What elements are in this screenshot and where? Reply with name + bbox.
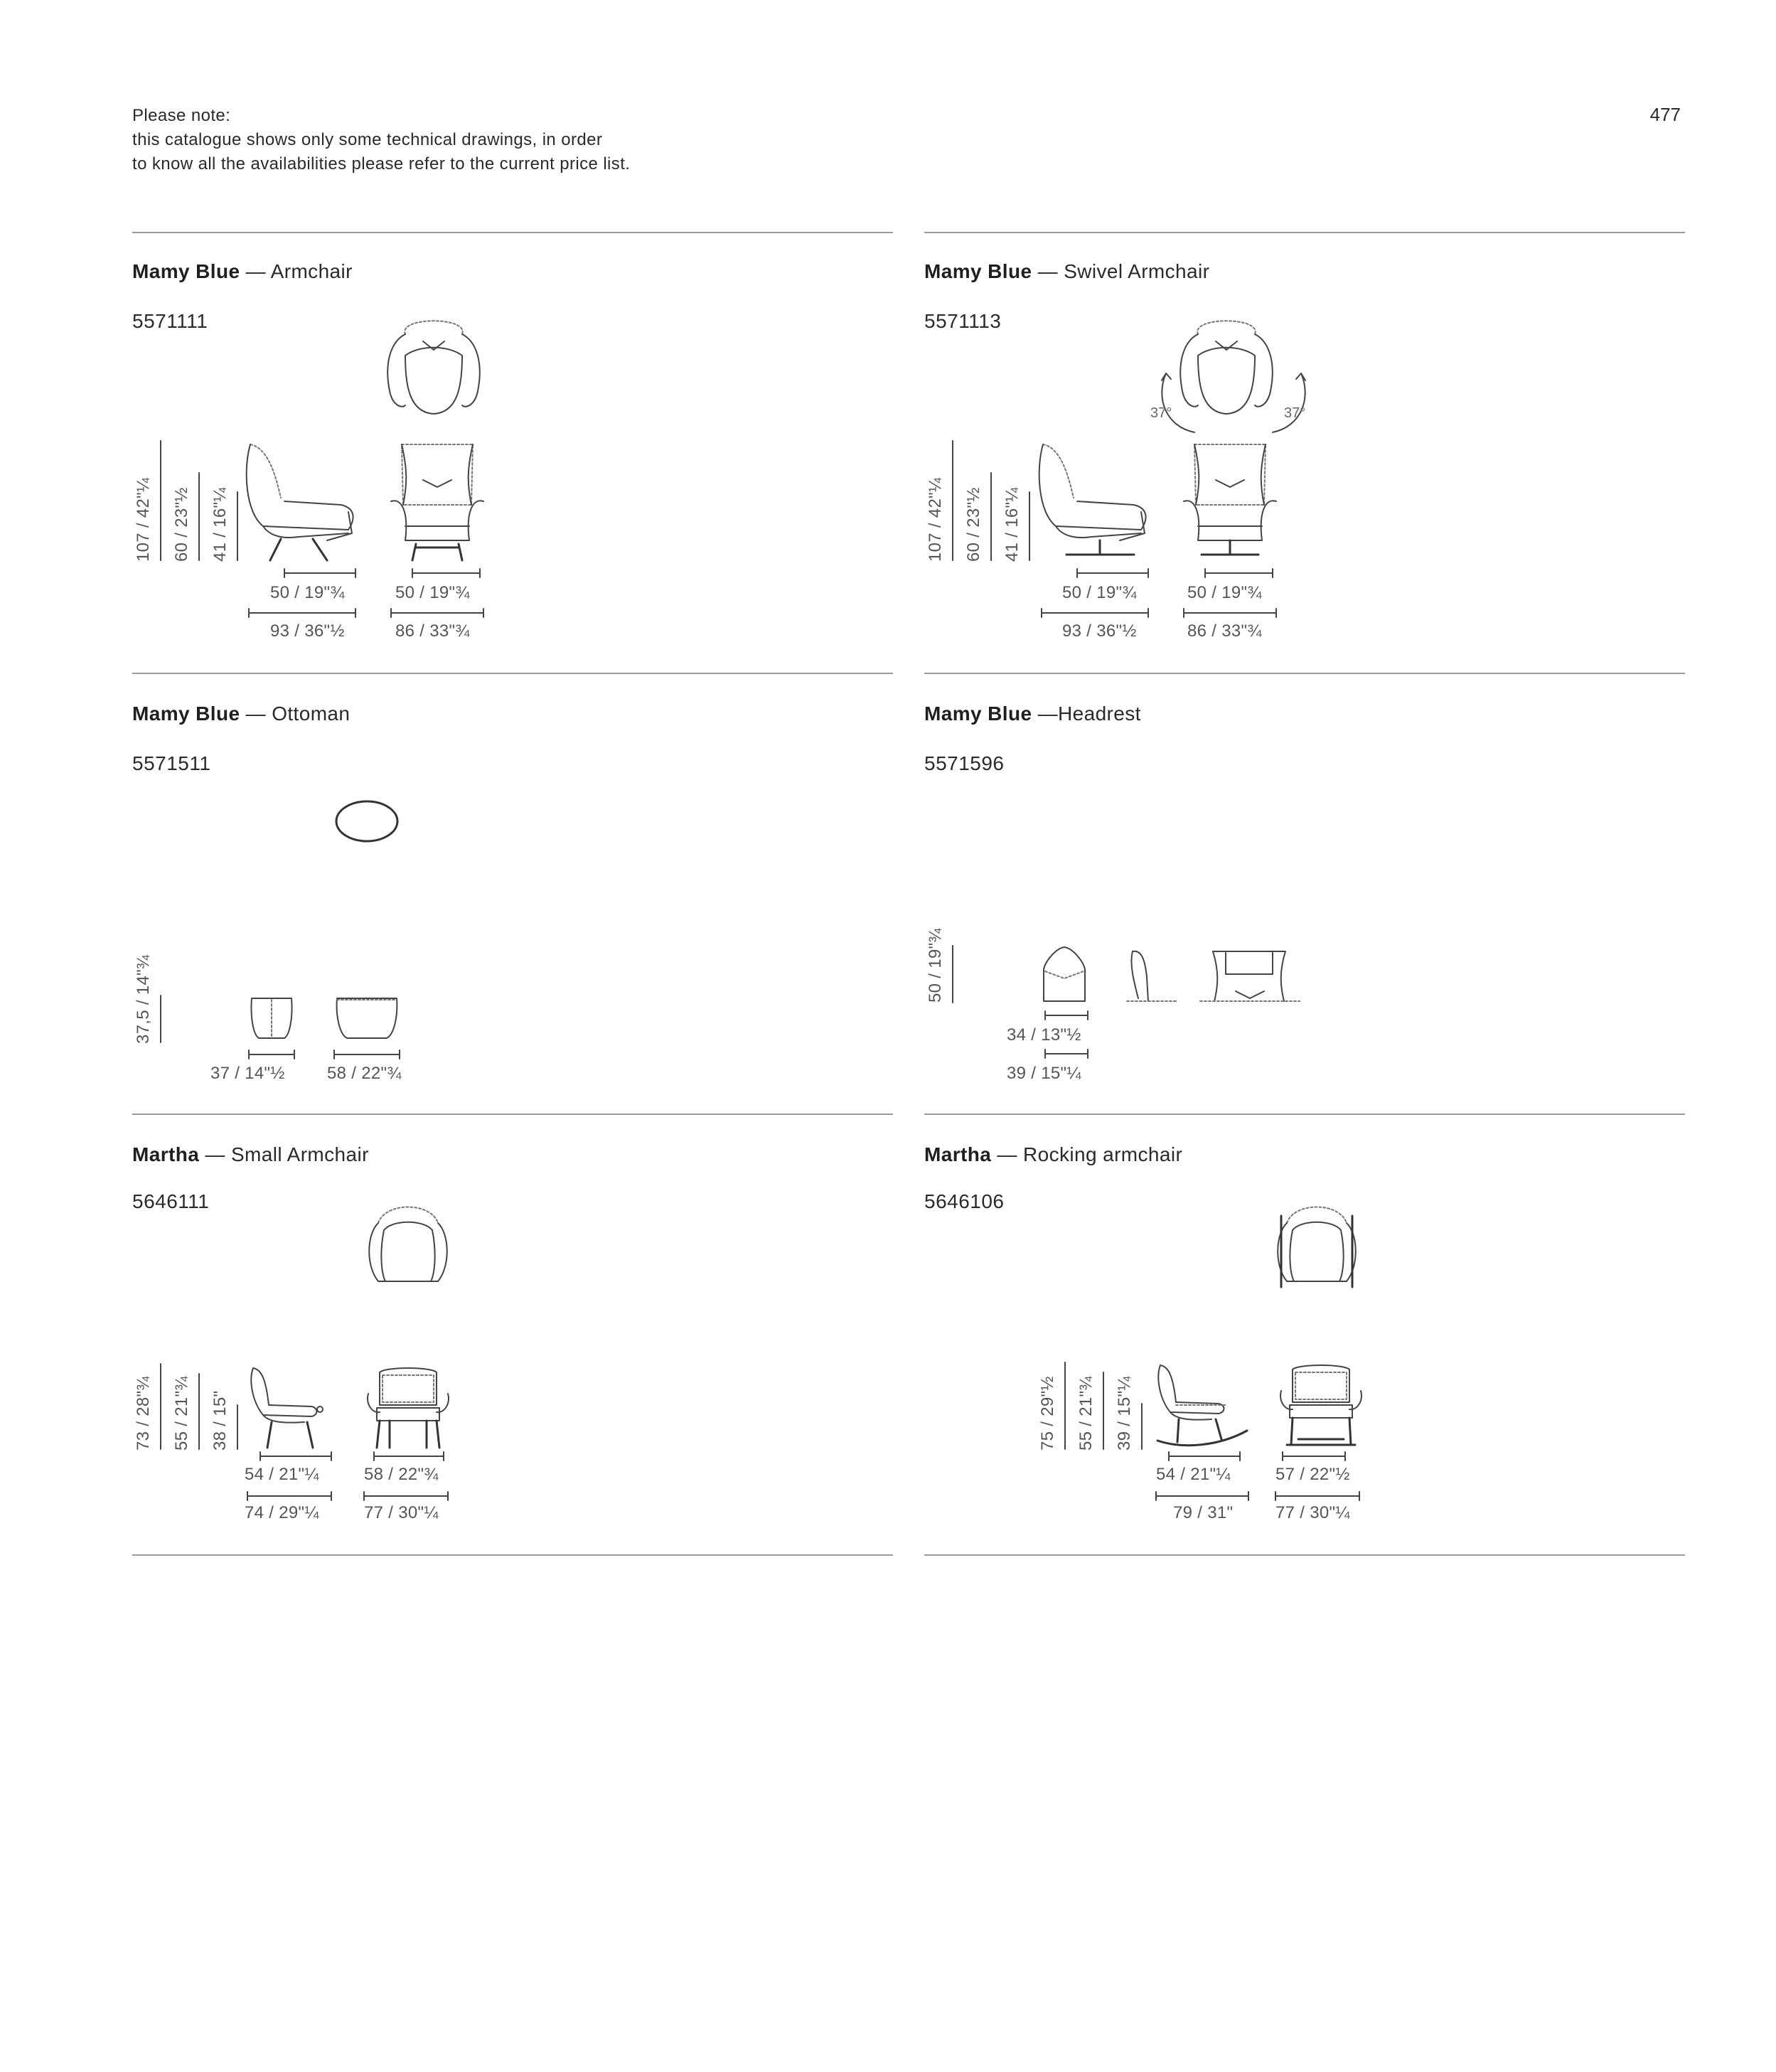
product-name: Martha xyxy=(132,1143,200,1165)
dim-seat-depth: 54 / 21"¼ xyxy=(1156,1465,1231,1484)
dim-headrest-total-width: 39 / 15"¼ xyxy=(1007,1064,1081,1083)
catalogue-note xyxy=(132,104,630,176)
armchair-side-view-drawing xyxy=(242,441,363,562)
swivel-angle-left: 37° xyxy=(1150,405,1172,421)
product-title xyxy=(132,1143,369,1166)
dim-total-width: 86 / 33"¾ xyxy=(395,621,470,641)
product-type: —Headrest xyxy=(1037,703,1141,725)
divider xyxy=(132,1114,893,1115)
product-name: Mamy Blue xyxy=(132,703,240,725)
height-dimension-lines xyxy=(156,995,165,1044)
dim-total-depth: 74 / 29"¼ xyxy=(245,1503,319,1522)
dim-seat-width: 58 / 22"¾ xyxy=(364,1465,439,1484)
product-code: 5571111 xyxy=(132,310,208,332)
martha-top-view-drawing xyxy=(364,1202,452,1287)
dim-arm-height: 60 / 23"½ xyxy=(172,487,191,562)
ottoman-top-view-drawing xyxy=(334,799,400,843)
dim-arm-height: 60 / 23"½ xyxy=(964,487,983,562)
width-dimension-lines xyxy=(247,1050,404,1059)
divider xyxy=(132,673,893,674)
dim-headrest-height: 50 / 19"¾ xyxy=(926,928,945,1003)
dim-headrest-width: 34 / 13"½ xyxy=(1007,1025,1081,1045)
dim-seat-depth: 50 / 19"¾ xyxy=(270,583,345,602)
dim-ottoman-width: 58 / 22"¾ xyxy=(327,1064,402,1083)
dim-seat-width: 50 / 19"¾ xyxy=(1187,583,1262,602)
ottoman-front-view-drawing xyxy=(334,995,400,1042)
ottoman-side-view-drawing xyxy=(249,995,294,1042)
product-title xyxy=(924,260,1209,283)
product-code: 5571596 xyxy=(924,752,1005,774)
note-line: to know all the availabilities please refer to the current price list. xyxy=(132,154,631,173)
product-code: 5571113 xyxy=(924,310,1002,332)
product-title xyxy=(924,1143,1182,1166)
rocking-top-view-drawing xyxy=(1273,1202,1361,1290)
product-name: Mamy Blue xyxy=(924,260,1032,282)
rocking-front-view-drawing xyxy=(1277,1362,1365,1451)
dim-seat-width: 57 / 22"½ xyxy=(1275,1465,1350,1484)
dim-total-width: 86 / 33"¾ xyxy=(1187,621,1262,641)
dim-seat-depth: 50 / 19"¾ xyxy=(1062,583,1137,602)
dim-total-height: 75 / 29"½ xyxy=(1038,1376,1057,1451)
dim-total-width: 77 / 30"¼ xyxy=(364,1503,439,1522)
dim-total-depth: 93 / 36"½ xyxy=(1062,621,1137,641)
dim-seat-height: 41 / 16"¼ xyxy=(210,487,230,562)
swivel-side-view-drawing xyxy=(1034,441,1155,562)
product-type: — Small Armchair xyxy=(205,1143,369,1165)
product-code: 5646111 xyxy=(132,1190,210,1212)
dim-ottoman-depth: 37 / 14"½ xyxy=(210,1064,285,1083)
divider xyxy=(924,1554,1685,1556)
dim-total-height: 73 / 28"¾ xyxy=(134,1376,153,1451)
product-name: Mamy Blue xyxy=(132,260,240,282)
divider xyxy=(132,1554,893,1556)
dim-seat-height: 39 / 15"¼ xyxy=(1115,1376,1134,1451)
product-type: — Rocking armchair xyxy=(997,1143,1183,1165)
product-title xyxy=(132,703,350,725)
product-type: — Ottoman xyxy=(245,703,351,725)
dim-seat-height: 38 / 15" xyxy=(210,1390,230,1451)
divider xyxy=(924,673,1685,674)
product-code: 5571511 xyxy=(132,752,211,774)
dim-total-height: 107 / 42"¼ xyxy=(134,477,153,562)
rocking-side-view-drawing xyxy=(1155,1362,1250,1451)
swivel-angle-right: 37° xyxy=(1284,405,1306,421)
divider xyxy=(924,1114,1685,1115)
dim-seat-width: 50 / 19"¾ xyxy=(395,583,470,602)
product-name: Martha xyxy=(924,1143,992,1165)
martha-side-view-drawing xyxy=(247,1365,333,1451)
product-type: — Armchair xyxy=(245,260,353,282)
product-code: 5646106 xyxy=(924,1190,1005,1212)
headrest-chair-view-drawing xyxy=(1200,949,1300,1005)
dim-total-height: 107 / 42"¼ xyxy=(926,477,945,562)
note-line: this catalogue shows only some technical drawings, in order xyxy=(132,130,603,149)
dim-total-depth: 79 / 31" xyxy=(1173,1503,1234,1522)
page-number: 477 xyxy=(1649,104,1681,125)
headrest-front-view-drawing xyxy=(1041,944,1088,1004)
product-type: — Swivel Armchair xyxy=(1037,260,1210,282)
divider xyxy=(924,232,1685,233)
martha-front-view-drawing xyxy=(364,1365,452,1451)
product-title xyxy=(132,260,353,283)
dim-ottoman-height: 37,5 / 14"¾ xyxy=(134,954,153,1044)
dim-seat-depth: 54 / 21"¼ xyxy=(245,1465,319,1484)
armchair-front-view-drawing xyxy=(387,441,487,562)
swivel-front-view-drawing xyxy=(1180,441,1280,562)
dim-total-depth: 93 / 36"½ xyxy=(270,621,345,641)
divider xyxy=(132,232,893,233)
dim-seat-height: 41 / 16"¼ xyxy=(1002,487,1022,562)
product-name: Mamy Blue xyxy=(924,703,1032,725)
height-dimension-lines xyxy=(948,946,957,1005)
headrest-side-view-drawing xyxy=(1127,949,1177,1005)
dim-arm-height: 55 / 21"¾ xyxy=(172,1376,191,1451)
armchair-top-view-drawing xyxy=(384,313,483,420)
product-title xyxy=(924,703,1141,725)
note-line: Please note: xyxy=(132,106,231,125)
dim-arm-height: 55 / 21"¾ xyxy=(1076,1376,1096,1451)
dim-total-width: 77 / 30"¼ xyxy=(1275,1503,1350,1522)
